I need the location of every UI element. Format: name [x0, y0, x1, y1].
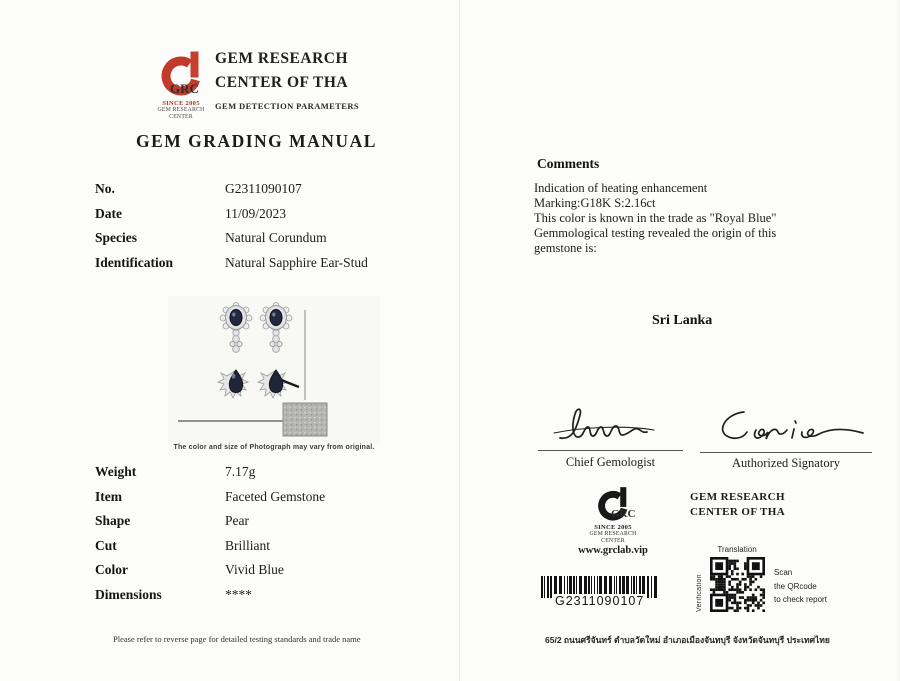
- identity-fields: [95, 181, 465, 279]
- org-name-line2: CENTER OF THA: [215, 74, 349, 91]
- address-thai: 65/2 ถนนศรีจันทร์ ตำบลวัดใหม่ อำเภอเมืองจันทบุรี จังหวัดจันทบุรี ประเทศไทย: [545, 635, 830, 645]
- reverse-page-note: Please refer to reverse page for detailed testing standards and trade name: [113, 634, 361, 644]
- grc-logo-black-since: SINCE 2005: [594, 524, 632, 531]
- signature-line-left: [538, 450, 683, 451]
- field-value: Brilliant: [225, 537, 270, 553]
- field-row-date: [95, 206, 465, 231]
- photo-caption: The color and size of Photograph may vary from original.: [173, 444, 375, 451]
- verification-label: Verification: [696, 574, 703, 612]
- comment-line: Gemmological testing revealed the origin of this: [534, 226, 777, 240]
- page-edge-shadow: [895, 0, 900, 681]
- field-value: Faceted Gemstone: [225, 488, 326, 504]
- signature-chief-gemologist: [552, 402, 682, 448]
- comment-line: This color is known in the trade as "Royal Blue": [534, 211, 777, 225]
- qr-hint-line: to check report: [774, 595, 827, 604]
- field-value: 11/09/2023: [225, 205, 287, 221]
- field-row-cut: [95, 538, 465, 563]
- field-row-identification: [95, 255, 465, 280]
- field-value: Natural Corundum: [225, 230, 327, 245]
- field-row-weight: [95, 464, 465, 489]
- bottom-org-line2: CENTER OF THA: [690, 506, 786, 518]
- field-value: Vivid Blue: [225, 562, 284, 577]
- signature-title-left: Chief Gemologist: [565, 455, 656, 469]
- field-value: Natural Sapphire Ear-Stud: [225, 254, 368, 270]
- comments-body: [534, 181, 834, 256]
- qr-hint-line: the QRcode: [774, 581, 817, 591]
- grc-logo-red-name: GEM RESEARCH CENTER: [157, 107, 205, 120]
- field-label: Color: [95, 562, 128, 577]
- field-label: Shape: [95, 513, 131, 528]
- document-title: GEM GRADING MANUAL: [136, 131, 377, 151]
- comment-line: Marking:G18K S:2.16ct: [534, 196, 656, 210]
- signature-authorized-signatory: [706, 404, 870, 450]
- bottom-org-line1: GEM RESEARCH: [690, 491, 785, 503]
- origin-value: Sri Lanka: [652, 313, 713, 328]
- field-row-color: [95, 562, 465, 587]
- org-subtitle: GEM DETECTION PARAMETERS: [215, 101, 360, 111]
- earring-right: [258, 303, 299, 399]
- field-label: No.: [95, 181, 115, 196]
- field-value: G2311090107: [225, 181, 302, 196]
- field-value: Pear: [225, 513, 249, 528]
- earrings-illustration: [168, 296, 380, 444]
- comment-line: Indication of heating enhancement: [534, 181, 708, 195]
- field-value: ****: [225, 586, 252, 602]
- field-label: Species: [95, 230, 137, 245]
- org-name-line1: GEM RESEARCH: [215, 50, 349, 67]
- field-row-dimensions: [95, 587, 465, 612]
- barcode-text: G2311090107: [552, 594, 647, 608]
- comment-line: gemstone is:: [534, 241, 597, 255]
- field-row-species: [95, 230, 465, 255]
- website-url: www.grclab.vip: [578, 545, 648, 556]
- qr-hint-line: Scan: [774, 568, 793, 577]
- field-label: Dimensions: [95, 586, 162, 602]
- field-row-item: [95, 489, 465, 514]
- field-label: Weight: [95, 464, 137, 479]
- grc-logo-black-text: GRC: [611, 508, 636, 520]
- signature-line-right: [700, 452, 872, 453]
- field-label: Date: [95, 205, 122, 221]
- translation-label: Translation: [717, 545, 757, 554]
- grc-logo-black: [578, 486, 648, 556]
- property-fields: [95, 464, 465, 611]
- signature-title-right: Authorized Signatory: [732, 456, 840, 470]
- comments-heading: Comments: [537, 156, 600, 171]
- field-value: 7.17g: [225, 464, 256, 479]
- grc-logo-red: [146, 50, 216, 121]
- earring-left: [218, 303, 252, 399]
- grc-logo-red-text: GRC: [170, 81, 199, 96]
- grc-logo-red-since: SINCE 2005: [162, 100, 200, 107]
- field-label: Item: [95, 488, 122, 504]
- qr-code: [710, 557, 765, 612]
- scale-reference-block: [283, 403, 327, 436]
- grc-logo-black-name: GEM RESEARCH CENTER: [589, 531, 637, 544]
- field-label: Identification: [95, 254, 174, 270]
- gem-photo: [168, 296, 380, 444]
- field-label: Cut: [95, 537, 117, 553]
- field-row-shape: [95, 513, 465, 538]
- field-row-no: [95, 181, 465, 206]
- qr-scan-hint: [774, 566, 827, 607]
